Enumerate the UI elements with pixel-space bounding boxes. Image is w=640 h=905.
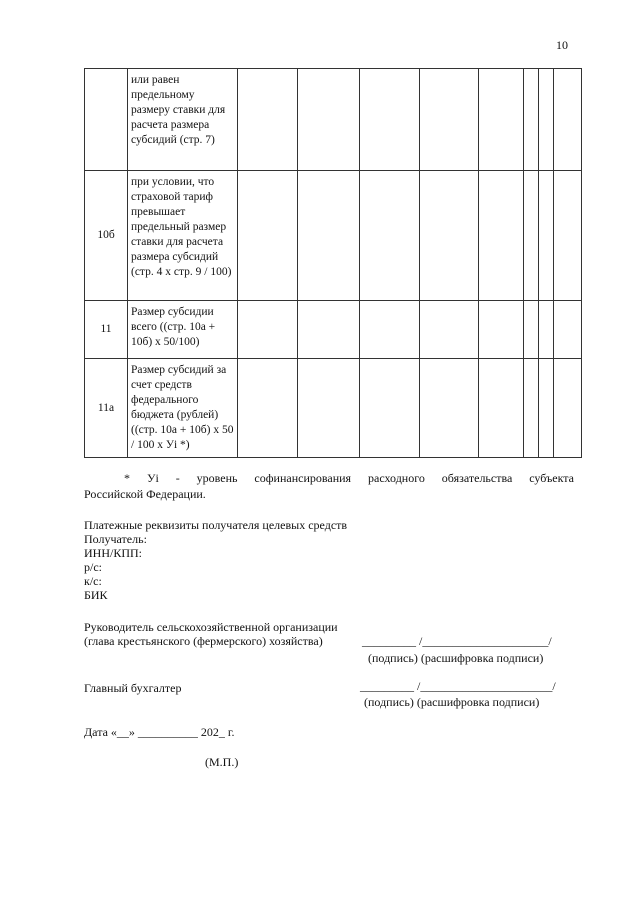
- row-description: Размер субсидий за счет средств федерального бюджета (рублей) ((стр. 10а + 10б) х 50 / 100 х Уi *): [128, 359, 238, 458]
- table-cell: [479, 171, 524, 301]
- rs-label: р/с:: [84, 560, 102, 574]
- table-cell: [298, 171, 360, 301]
- table-row: [85, 171, 582, 301]
- accountant-signature-caption: (подпись) (расшифровка подписи): [364, 695, 540, 709]
- subsidy-table: [84, 68, 582, 458]
- table-cell: [238, 171, 298, 301]
- table-cell: [420, 301, 479, 359]
- table-cell: [360, 69, 420, 171]
- date-line: Дата «__» __________ 202_ г.: [84, 725, 235, 739]
- ks-label: к/с:: [84, 574, 102, 588]
- bik-label: БИК: [84, 588, 108, 602]
- table-cell: [238, 69, 298, 171]
- footnote-line-1: * Уi - уровень софинансирования расходного обязательства субъекта: [124, 471, 574, 485]
- inn-kpp-label: ИНН/КПП:: [84, 546, 143, 560]
- table-cell: [360, 171, 420, 301]
- row-number: 11: [85, 301, 128, 359]
- head-signature-line: _________ /_____________________/: [362, 634, 552, 648]
- table-cell: [524, 301, 539, 359]
- table-cell: [360, 301, 420, 359]
- table-cell: [539, 359, 554, 458]
- table-cell: [524, 359, 539, 458]
- table-cell: [524, 171, 539, 301]
- table-cell: [554, 301, 582, 359]
- table-cell: [298, 359, 360, 458]
- accountant-label: Главный бухгалтер: [84, 681, 182, 695]
- table-cell: [360, 359, 420, 458]
- table-cell: [539, 171, 554, 301]
- footnote-line-2: Российской Федерации.: [84, 487, 206, 501]
- table-cell: [554, 171, 582, 301]
- table-cell: [539, 69, 554, 171]
- table-cell: [420, 171, 479, 301]
- table-cell: [479, 69, 524, 171]
- stamp-place: (М.П.): [205, 755, 239, 769]
- head-signature-caption: (подпись) (расшифровка подписи): [368, 651, 544, 665]
- table-cell: [479, 359, 524, 458]
- row-description: Размер субсидии всего ((стр. 10а + 10б) х 50/100): [128, 301, 238, 359]
- head-title-line-1: Руководитель сельскохозяйственной организации: [84, 620, 338, 634]
- requisites-title: Платежные реквизиты получателя целевых средств: [84, 518, 348, 532]
- table-cell: [539, 301, 554, 359]
- row-number: 10б: [85, 171, 128, 301]
- footnote: [84, 470, 574, 502]
- recipient-label: Получатель:: [84, 532, 147, 546]
- table-cell: [420, 69, 479, 171]
- table-row: [85, 69, 582, 171]
- table-cell: [238, 359, 298, 458]
- table-cell: [554, 69, 582, 171]
- table-cell: [420, 359, 479, 458]
- table-cell: [554, 359, 582, 458]
- table-row: [85, 301, 582, 359]
- table-row: [85, 359, 582, 458]
- row-description: при условии, что страховой тариф превышает предельный размер ставки для расчета размера субсидий (стр. 4 х стр. 9 / 100): [128, 171, 238, 301]
- row-description: или равен предельному размеру ставки для расчета размера субсидий (стр. 7): [128, 69, 238, 171]
- table-cell: [238, 301, 298, 359]
- page-number: 10: [556, 38, 568, 52]
- table-cell: [298, 69, 360, 171]
- table-cell: [524, 69, 539, 171]
- accountant-signature-line: _________ /______________________/: [360, 679, 556, 693]
- row-number: 11а: [85, 359, 128, 458]
- row-number: [85, 69, 128, 171]
- table-cell: [479, 301, 524, 359]
- table-cell: [298, 301, 360, 359]
- head-title-line-2: (глава крестьянского (фермерского) хозяйства): [84, 634, 323, 648]
